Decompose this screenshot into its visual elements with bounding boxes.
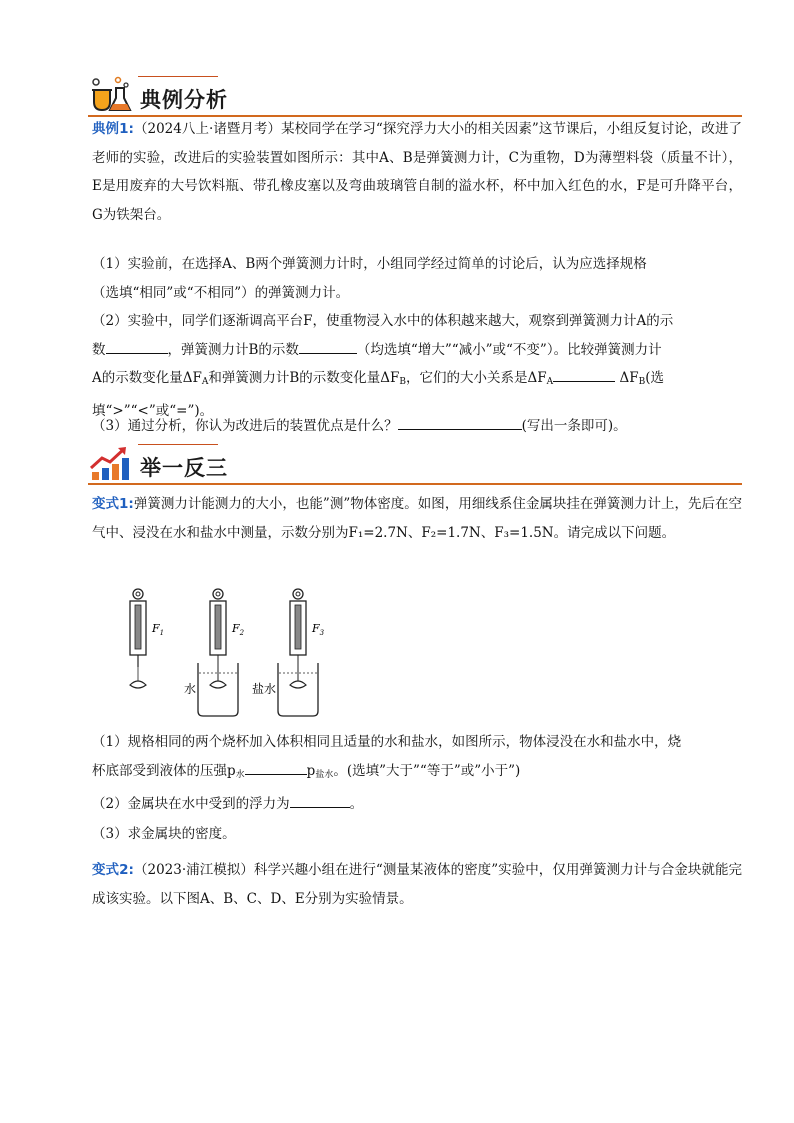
q2-text-f: ，它们的大小关系是ΔF <box>406 370 547 386</box>
v1-q3-text: （3）求金属块的密度。 <box>92 826 236 842</box>
answer-blank[interactable] <box>553 367 615 382</box>
water-label: 水 <box>184 682 197 696</box>
example-1-question-1 <box>92 250 742 307</box>
q3-text-a: （3）通过分析，你认为改进后的装置优点是什么？ <box>92 418 398 434</box>
variant-2-body: （2023·浦江模拟）科学兴趣小组在进行“测量某液体的密度”实验中，仅用弹簧测力计与合金块就能完成该实验。以下图A、B、C、D、E分别为实验情景。 <box>92 862 742 907</box>
q2-text-a: 数 <box>92 341 106 358</box>
header-bottom-rule <box>88 483 742 485</box>
answer-blank[interactable] <box>299 339 357 354</box>
variant-1-question-1: （1）规格相同的两个烧杯加入体积相同且适量的水和盐水，如图所示，物体浸没在水和盐水中，烧 杯底部受到液体的压强$p_水$ $p_{盐水}$。(选填”大于”“等于”或”小于”) <box>92 728 742 789</box>
v1-q2-text: （2）金属块在水中受到的浮力为 <box>92 796 290 812</box>
header-top-rule <box>138 76 218 77</box>
spring-scale-3 <box>252 589 325 716</box>
subscript-a: A <box>201 377 209 387</box>
variant-2-text <box>92 856 742 913</box>
header-top-rule <box>138 444 218 445</box>
spring-scale-1 <box>130 589 164 688</box>
subscript-salt-water: 盐水 <box>315 769 334 780</box>
subscript-a: A <box>546 377 554 387</box>
v1-q1-line-1: （1）规格相同的两个烧杯加入体积相同且适量的水和盐水，如图所示，物体浸没在水和盐水中，烧 <box>92 734 682 750</box>
example-1-intro <box>92 115 742 229</box>
bar-chart-icon <box>88 444 134 482</box>
q2-text-g: ΔF <box>619 370 639 386</box>
section-title: 典例分析 <box>140 88 228 112</box>
flask-icon <box>88 76 134 114</box>
subscript-b: B <box>638 377 646 387</box>
variant-1-label: 变式1: <box>92 496 134 512</box>
answer-blank[interactable] <box>245 760 307 775</box>
example-1-label: 典例1: <box>92 121 134 137</box>
spring-scale-figure <box>120 585 350 720</box>
v1-q2-end: 。 <box>349 796 364 812</box>
variant-1-question-3 <box>92 820 742 849</box>
v1-q1-text-a: 杯底部受到液体的压强p <box>92 762 236 779</box>
v1-q1-text-c: 。(选填”大于”“等于”或”小于”) <box>333 762 521 779</box>
q2-text-b: ，弹簧测力计B的示数 <box>167 341 299 358</box>
answer-blank[interactable] <box>398 415 522 430</box>
q3-text-b: (写出一条即可)。 <box>521 418 627 434</box>
q1-line-1: （1）实验前，在选择A、B两个弹簧测力计时，小组同学经过简单的讨论后，认为应选择规格 <box>92 256 647 272</box>
section-header-practice <box>88 444 742 484</box>
variant-1-body: 弹簧测力计能测力的大小，也能”测”物体密度。如图，用细线系住金属块挂在弹簧测力计上，先后在空气中、浸没在水和盐水中测量，示数分别为F₁=2.7N、F₂=1.7N、F₃=1.5N。请完成以下问题。 <box>92 496 742 541</box>
section-title: 举一反三 <box>140 456 228 480</box>
salt-water-label: 盐水 <box>252 682 277 696</box>
q2-line-4: 填“>”“<”或“=”)。 <box>92 402 214 419</box>
q2-line-1: （2）实验中，同学们逐渐调高平台F，使重物浸入水中的体积越来越大，观察到弹簧测力计A的示 <box>92 313 674 329</box>
answer-blank[interactable] <box>290 793 350 808</box>
variant-2-label: 变式2: <box>92 862 134 878</box>
section-header-example <box>88 76 742 116</box>
q2-text-e: 和弹簧测力计B的示数变化量ΔF <box>208 370 400 386</box>
force-label-1: $F_1$ <box>152 622 165 637</box>
q1-line-2: （选填“相同”或“不相同”）的弹簧测力计。 <box>92 284 350 301</box>
subscript-water: 水 <box>235 769 245 780</box>
variant-1-question-2 <box>92 790 742 819</box>
spring-scale-2 <box>184 589 245 716</box>
force-label-3: $F_3$ <box>312 622 325 637</box>
force-label-2: $F_2$ <box>232 622 245 637</box>
q2-text-h: (选 <box>645 370 664 386</box>
q2-text-d: A的示数变化量ΔF <box>92 370 202 386</box>
subscript-b: B <box>399 377 407 387</box>
example-1-text: （2024八上·诸暨月考）某校同学在学习“探究浮力大小的相关因素”这节课后，小组反复讨论，改进了老师的实验，改进后的实验装置如图所示：其中A、B是弹簧测力计，C为重物，D为薄塑料袋（质量不计），E是用废弃的大号饮料瓶、带孔橡皮塞以及弯曲玻璃管自制的溢水杯，杯中加入红色的水，F是可升降平台，G为铁架台。 <box>92 121 742 223</box>
example-1-question-3 <box>92 412 742 441</box>
q2-text-c: （均选填“增大”“减小”或“不变”）。比较弹簧测力计 <box>356 341 662 358</box>
variant-1-text <box>92 490 742 547</box>
example-1-question-2 <box>92 307 742 425</box>
answer-blank[interactable] <box>106 339 168 354</box>
